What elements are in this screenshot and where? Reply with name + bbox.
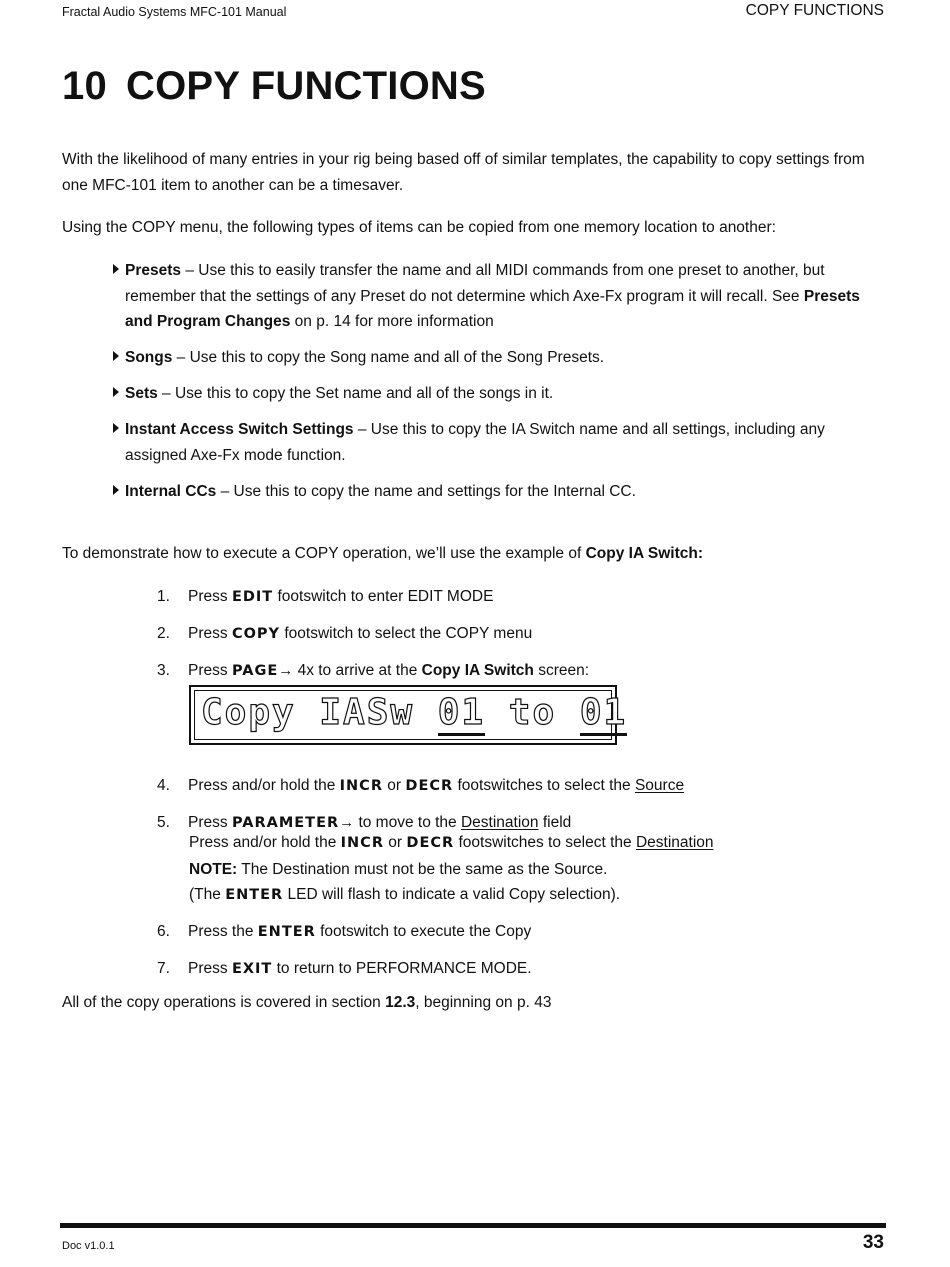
- demo-paragraph: [62, 541, 892, 567]
- step-3: [150, 658, 890, 685]
- decr-key-label: DECR: [406, 835, 455, 851]
- step-number: 6.: [157, 923, 170, 940]
- step-1: [150, 584, 890, 611]
- list-item: [99, 479, 889, 505]
- running-header-right: COPY FUNCTIONS: [745, 2, 884, 19]
- cross-reference: Presets and Program Changes: [125, 287, 860, 330]
- detail-line: (The ENTER LED will flash to indicate a valid Copy selection).: [189, 886, 621, 903]
- page-number: 33: [862, 1232, 884, 1253]
- bullet-text-end: on p. 14 for more information: [290, 313, 494, 330]
- edit-key-label: EDIT: [231, 589, 274, 605]
- step-number: 1.: [157, 588, 170, 605]
- triangle-bullet-icon: [113, 264, 119, 274]
- step-6: [150, 919, 889, 946]
- footer-rule: [60, 1223, 886, 1228]
- triangle-bullet-icon: [113, 351, 119, 361]
- step-text: Press PAGE→ 4x to arrive at the Copy IA Switch screen:: [188, 662, 590, 679]
- document-version: Doc v1.0.1: [62, 1240, 115, 1252]
- triangle-bullet-icon: [113, 387, 119, 397]
- list-item: [99, 381, 889, 407]
- running-header-left: Fractal Audio Systems MFC-101 Manual: [62, 5, 287, 19]
- bullet-text: – Use this to copy the name and settings for the Internal CC.: [216, 482, 636, 500]
- section-reference: 12.3: [385, 994, 416, 1011]
- exit-key-label: EXIT: [231, 961, 273, 977]
- bullet-text: – Use this to copy the IA Switch name and all settings, including any assigned Axe-Fx mode function.: [125, 421, 825, 464]
- triangle-bullet-icon: [113, 485, 119, 495]
- bullet-text: – Use this to copy the Set name and all of the songs in it.: [157, 385, 554, 402]
- chapter-title: COPY FUNCTIONS: [126, 64, 486, 108]
- item-type-list: [99, 258, 889, 515]
- right-arrow-icon: →: [278, 662, 294, 679]
- step-text: Press PARAMETER→ to move to the Destination field: [188, 814, 572, 831]
- decr-key-label: DECR: [405, 778, 454, 794]
- bullet-term: Songs: [125, 349, 173, 366]
- chapter-heading: [62, 64, 486, 109]
- list-item: [99, 345, 889, 371]
- step-text: Press COPY footswitch to select the COPY menu: [188, 625, 533, 642]
- step-number: 7.: [157, 960, 170, 977]
- enter-key-label: ENTER: [257, 924, 316, 940]
- enter-key-label: ENTER: [225, 887, 284, 903]
- list-item: [99, 417, 889, 468]
- closing-paragraph: All of the copy operations is covered in section 12.3, beginning on p. 43: [62, 994, 552, 1011]
- note-line: NOTE: The Destination must not be the same as the Source.: [189, 860, 608, 878]
- step-number: 2.: [157, 625, 170, 642]
- bullet-text: – Use this to copy the Song name and all of the Song Presets.: [172, 349, 605, 366]
- page-key-label: PAGE: [231, 663, 279, 679]
- bullet-text: – Use this to easily transfer the name and all MIDI commands from one preset to another, but remember that the settings of any Preset do not determine which Axe-Fx program it will recall. See: [125, 262, 825, 305]
- intro-paragraph: With the likelihood of many entries in your rig being based off of similar templates, the capability to copy settings from one MFC-101 item to another can be a timesaver.: [62, 151, 865, 194]
- list-item: [99, 258, 889, 335]
- right-arrow-icon: →: [339, 814, 355, 831]
- demo-example-name: Copy IA Switch:: [585, 545, 703, 562]
- step-2: [150, 621, 890, 648]
- lcd-destination-value: 01: [580, 692, 627, 736]
- step-text: Press EXIT to return to PERFORMANCE MODE.: [188, 960, 532, 977]
- step-text: Press the ENTER footswitch to execute the Copy: [188, 923, 532, 940]
- step-7: [150, 956, 889, 983]
- incr-key-label: INCR: [340, 835, 384, 851]
- step-number: 5.: [157, 814, 170, 831]
- bullet-term: Presets: [125, 262, 182, 279]
- parameter-key-label: PARAMETER: [231, 815, 340, 831]
- copy-key-label: COPY: [231, 626, 281, 642]
- step-5-details: [157, 830, 889, 993]
- step-number: 4.: [157, 777, 170, 794]
- bullet-term: Instant Access Switch Settings: [125, 421, 354, 438]
- bullet-term: Sets: [125, 385, 158, 402]
- lcd-screen: [189, 685, 628, 745]
- demo-text: To demonstrate how to execute a COPY operation, we’ll use the example of: [62, 545, 586, 562]
- step-4: [150, 773, 890, 800]
- step-number: 3.: [157, 662, 170, 679]
- incr-key-label: INCR: [339, 778, 383, 794]
- step-text: Press and/or hold the INCR or DECR footswitches to select the Source: [188, 777, 685, 794]
- triangle-bullet-icon: [113, 423, 119, 433]
- chapter-number: 10: [62, 64, 107, 108]
- step-text: Press EDIT footswitch to enter EDIT MODE: [188, 588, 494, 605]
- detail-line: Press and/or hold the INCR or DECR footswitches to select the Destination: [189, 834, 714, 851]
- bullet-term: Internal CCs: [125, 482, 217, 500]
- using-paragraph: Using the COPY menu, the following types of items can be copied from one memory location to another:: [62, 219, 776, 236]
- lcd-source-value: 01: [438, 692, 485, 736]
- lcd-display-text: Copy IASw 01 to 01: [201, 692, 627, 733]
